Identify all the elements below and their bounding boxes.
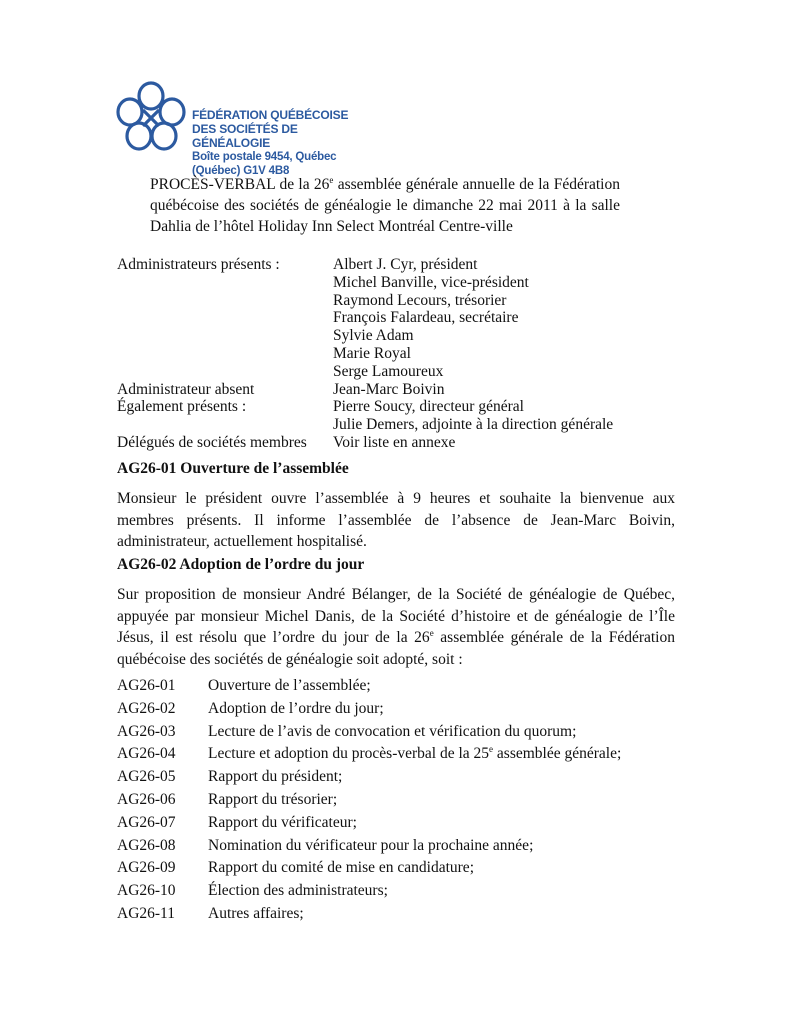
agenda-code: AG26-02 [117, 699, 176, 717]
attendance-value: Albert J. Cyr, président [333, 256, 478, 273]
agenda-code: AG26-07 [117, 813, 176, 831]
attendance-row [117, 363, 637, 381]
attendance-label [117, 309, 333, 327]
attendance-label [117, 345, 333, 363]
agenda-text: Rapport du vérificateur; [208, 813, 357, 831]
attendance-label: Délégués de sociétés membres [117, 433, 307, 451]
letterhead [115, 80, 375, 177]
attendance-row [117, 309, 637, 327]
paragraph-part2: assemblée générale de la Fédération québécoise des sociétés de généalogie soit adopté, soit : [117, 629, 675, 668]
agenda-item [117, 835, 621, 858]
agenda-text-part1: Lecture et adoption du procès-verbal de la 25 [208, 745, 490, 763]
paragraph-superscript: e [429, 628, 434, 638]
attendance-label: Administrateurs présents : [117, 256, 280, 273]
agenda-code: AG26-10 [117, 882, 176, 900]
agenda-text: Lecture de l’avis de convocation et vérification du quorum; [208, 722, 577, 740]
attendance-label: Également présents : [117, 398, 247, 416]
agenda-text: Adoption de l’ordre du jour; [208, 699, 384, 717]
attendance-value: François Falardeau, secrétaire [333, 309, 519, 327]
agenda-text: Rapport du président; [208, 768, 343, 786]
attendance-label [117, 274, 333, 292]
agenda-item [117, 698, 621, 721]
agenda-text: Rapport du comité de mise en candidature; [208, 859, 474, 877]
agenda-text: Nomination du vérificateur pour la prochaine année; [208, 836, 534, 854]
agenda-text: Autres affaires; [208, 904, 304, 922]
title-superscript: e [329, 175, 334, 185]
agenda-item [117, 857, 621, 880]
attendance-label: Administrateur absent [117, 380, 255, 398]
attendance-row [117, 398, 637, 416]
agenda-item [117, 721, 621, 744]
attendance-value: Raymond Lecours, trésorier [333, 291, 507, 309]
section-paragraph: Monsieur le président ouvre l’assemblée à 9 heures et souhaite la bienvenue aux membres présents. Il informe l’assemblée de l’absence de Jean-Marc Boivin, administrateur, actuellement hospitalisé. [117, 490, 675, 550]
agenda-code: AG26-04 [117, 745, 176, 763]
section-heading: AG26-01 Ouverture de l’assemblée [117, 460, 349, 477]
org-name-line2: DES SOCIÉTÉS DE GÉNÉALOGIE [192, 122, 298, 150]
attendance-label [117, 327, 333, 345]
agenda-code: AG26-01 [117, 677, 176, 694]
document-title [150, 174, 620, 237]
attendance-row [117, 292, 637, 310]
attendance-row [117, 381, 637, 399]
agenda-item [117, 743, 621, 766]
title-part1: PROCÈS-VERBAL de la 26 [150, 176, 330, 193]
agenda-list [117, 675, 621, 926]
attendance-value: Serge Lamoureux [333, 362, 444, 380]
flower-logo-icon [115, 80, 187, 156]
agenda-text: Élection des administrateurs; [208, 882, 388, 900]
attendance-value: Jean-Marc Boivin [333, 380, 445, 398]
paragraph-part1: Sur proposition de monsieur André Bélanger, de la Société de généalogie de Québec, appuyée par monsieur Michel Danis, de la Société d’histoire et de généalogie de l’Île Jésus, il est résolu que l’ordre du jour de la 26 [117, 586, 675, 646]
agenda-code: AG26-08 [117, 836, 176, 854]
agenda-text-part2: assemblée générale; [493, 745, 622, 763]
attendance-value: Voir liste en annexe [333, 433, 456, 451]
section-paragraph [117, 584, 675, 670]
agenda-code: AG26-03 [117, 722, 176, 740]
agenda-item [117, 812, 621, 835]
org-address: Boîte postale 9454, Québec (Québec) G1V 4B8 [192, 151, 337, 177]
agenda-text: Rapport du trésorier; [208, 790, 338, 808]
attendance-row [117, 327, 637, 345]
attendance-label [117, 363, 333, 381]
attendance-value: Pierre Soucy, directeur général [333, 398, 524, 416]
agenda-code: AG26-09 [117, 859, 176, 877]
attendance-row [117, 345, 637, 363]
agenda-code: AG26-11 [117, 904, 175, 922]
section-ag26-01 [117, 460, 675, 553]
section-heading: AG26-02 Adoption de l’ordre du jour [117, 556, 365, 573]
attendance-row [117, 274, 637, 292]
agenda-item [117, 903, 621, 926]
attendance-value: Michel Banville, vice-président [333, 273, 529, 291]
agenda-text: Ouverture de l’assemblée; [208, 677, 371, 694]
section-ag26-02 [117, 556, 675, 670]
attendance-label [117, 292, 333, 310]
agenda-code: AG26-06 [117, 790, 176, 808]
agenda-code: AG26-05 [117, 768, 176, 786]
agenda-item [117, 789, 621, 812]
attendance-value: Sylvie Adam [333, 327, 414, 345]
agenda-item [117, 766, 621, 789]
attendance-row [117, 416, 637, 434]
attendance-list [117, 256, 637, 452]
title-part2: assemblée générale annuelle de la Fédération québécoise des sociétés de généalogie le dimanche 22 mai 2011 à la salle Dahlia de l’hôtel Holiday Inn Select Montréal Centre-ville [150, 176, 620, 235]
attendance-value: Marie Royal [333, 344, 411, 362]
attendance-label [117, 416, 333, 434]
attendance-row [117, 256, 637, 274]
agenda-item [117, 880, 621, 903]
attendance-value: Julie Demers, adjointe à la direction générale [333, 416, 614, 434]
attendance-row [117, 434, 637, 452]
organization-info [192, 108, 375, 178]
org-name-line1: FÉDÉRATION QUÉBÉCOISE [192, 108, 349, 122]
agenda-superscript: e [489, 744, 494, 755]
agenda-item [117, 675, 621, 698]
agenda-text [208, 743, 621, 766]
